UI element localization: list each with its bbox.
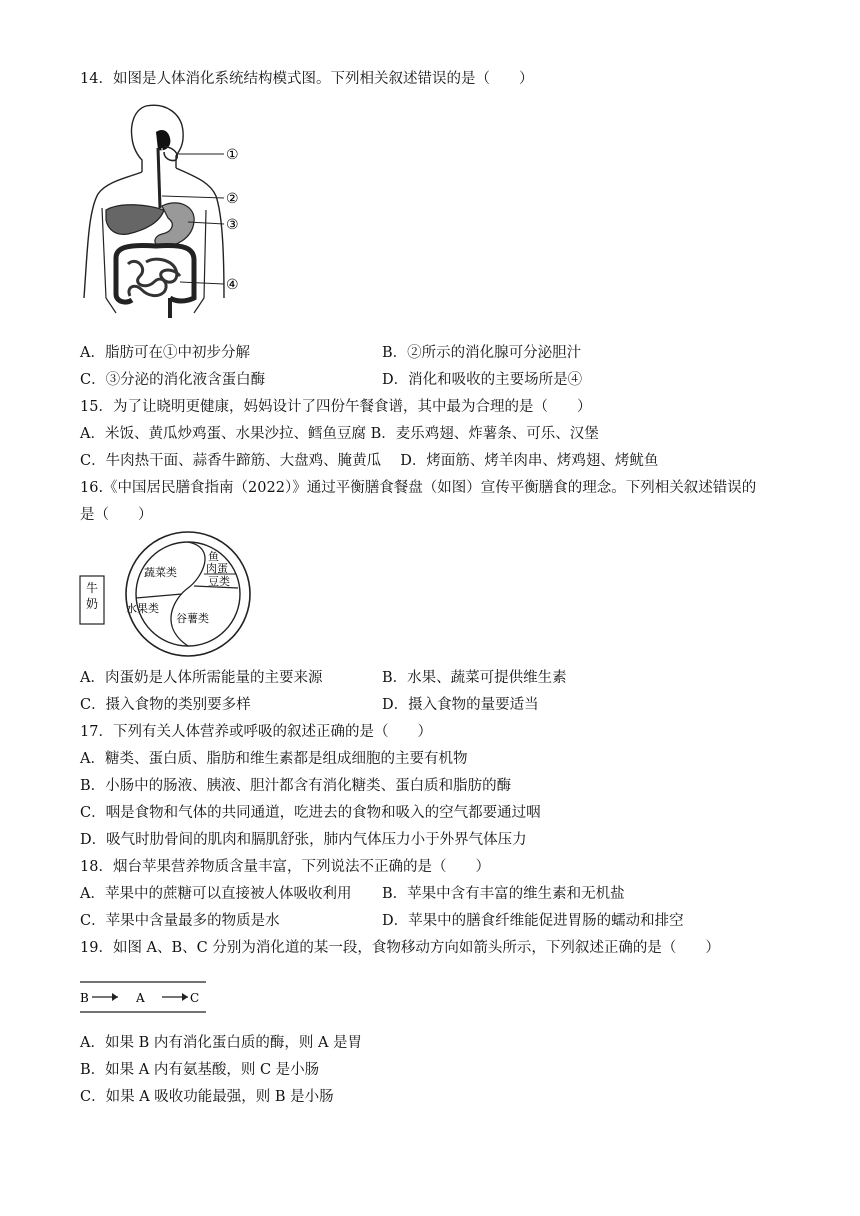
- plate-inner-circle: [136, 542, 240, 646]
- q17-option-d: D．吸气时肋骨间的肌肉和膈肌舒张，肺内气体压力小于外界气体压力: [80, 832, 527, 848]
- q19-option-a: A．如果 B 内有消化蛋白质的酶，则 A 是胃: [80, 1035, 363, 1051]
- plate-meat-egg-label: 肉蛋: [206, 562, 228, 575]
- q14-label-1: ①: [226, 147, 239, 163]
- q14-label-2: ②: [226, 191, 239, 207]
- plate-milk-char2: 奶: [86, 597, 99, 611]
- q19-option-c: C．如果 A 吸收功能最强，则 B 是小肠: [80, 1089, 334, 1105]
- balanced-diet-plate-figure: [78, 530, 278, 660]
- q16-option-a: A．肉蛋奶是人体所需能量的主要来源: [80, 670, 323, 686]
- plate-fruit-label: 水果类: [126, 602, 159, 615]
- q16-stem-line2: 是（ ）: [80, 507, 153, 523]
- q18-option-a: A．苹果中的蔗糖可以直接被人体吸收利用: [80, 886, 352, 902]
- q15-options-cd: C．牛肉热干面、蒜香牛蹄筋、大盘鸡、腌黄瓜 D．烤面筋、烤羊肉串、烤鸡翅、烤鱿鱼: [80, 453, 659, 469]
- q14-option-d: D．消化和吸收的主要场所是④: [382, 372, 583, 388]
- q15-stem: 15．为了让晓明更健康，妈妈设计了四份午餐食谱，其中最为合理的是（ ）: [80, 399, 592, 415]
- q19-option-b: B．如果 A 内有氨基酸，则 C 是小肠: [80, 1062, 320, 1078]
- q18-option-b: B．苹果中含有丰富的维生素和无机盐: [382, 886, 625, 902]
- segment-b-label: B: [80, 991, 89, 1005]
- q18-option-d: D．苹果中的膳食纤维能促进胃肠的蠕动和排空: [382, 913, 684, 929]
- q17-option-c: C．咽是食物和气体的共同通道，吃进去的食物和吸入的空气都要通过咽: [80, 805, 541, 821]
- q17-stem: 17．下列有关人体营养或呼吸的叙述正确的是（ ）: [80, 724, 432, 740]
- q14-option-a: A．脂肪可在①中初步分解: [80, 345, 250, 361]
- q14-stem: 14．如图是人体消化系统结构模式图。下列相关叙述错误的是（ ）: [80, 71, 534, 87]
- q19-stem: 19．如图 A、B、C 分别为消化道的某一段，食物移动方向如箭头所示，下列叙述正确的是（ ）: [80, 940, 720, 956]
- q14-option-b: B．②所示的消化腺可分泌胆汁: [382, 345, 582, 361]
- q14-option-c: C．③分泌的消化液含蛋白酶: [80, 372, 266, 388]
- plate-beans-label: 豆类: [208, 575, 230, 588]
- q16-option-d: D．摄入食物的量要适当: [382, 697, 539, 713]
- q18-stem: 18．烟台苹果营养物质含量丰富，下列说法不正确的是（ ）: [80, 859, 490, 875]
- plate-fish-label: 鱼: [208, 550, 219, 563]
- q16-stem-line1: 16.《中国居民膳食指南（2022）》通过平衡膳食餐盘（如图）宣传平衡膳食的理念。下列相关叙述错误的: [80, 480, 757, 496]
- plate-milk-char1: 牛: [86, 581, 99, 595]
- segment-a-label: A: [136, 991, 145, 1005]
- digestive-system-figure: [76, 98, 256, 328]
- q18-option-c: C．苹果中含量最多的物质是水: [80, 913, 280, 929]
- q17-option-b: B．小肠中的肠液、胰液、胆汁都含有消化糖类、蛋白质和脂肪的酶: [80, 778, 512, 794]
- q16-option-c: C．摄入食物的类别要多样: [80, 697, 251, 713]
- plate-vegetables-label: 蔬菜类: [144, 566, 177, 579]
- plate-grain-label: 谷薯类: [176, 612, 209, 625]
- q16-option-b: B．水果、蔬菜可提供维生素: [382, 670, 567, 686]
- q17-option-a: A．糖类、蛋白质、脂肪和维生素都是组成细胞的主要有机物: [80, 751, 468, 767]
- q14-label-4: ④: [226, 277, 239, 293]
- q14-label-3: ③: [226, 217, 239, 233]
- segment-c-label: C: [190, 991, 200, 1005]
- q15-options-ab: A．米饭、黄瓜炒鸡蛋、水果沙拉、鳕鱼豆腐 B．麦乐鸡翅、炸薯条、可乐、汉堡: [80, 426, 599, 442]
- digestive-tract-segment-figure: [78, 972, 208, 1022]
